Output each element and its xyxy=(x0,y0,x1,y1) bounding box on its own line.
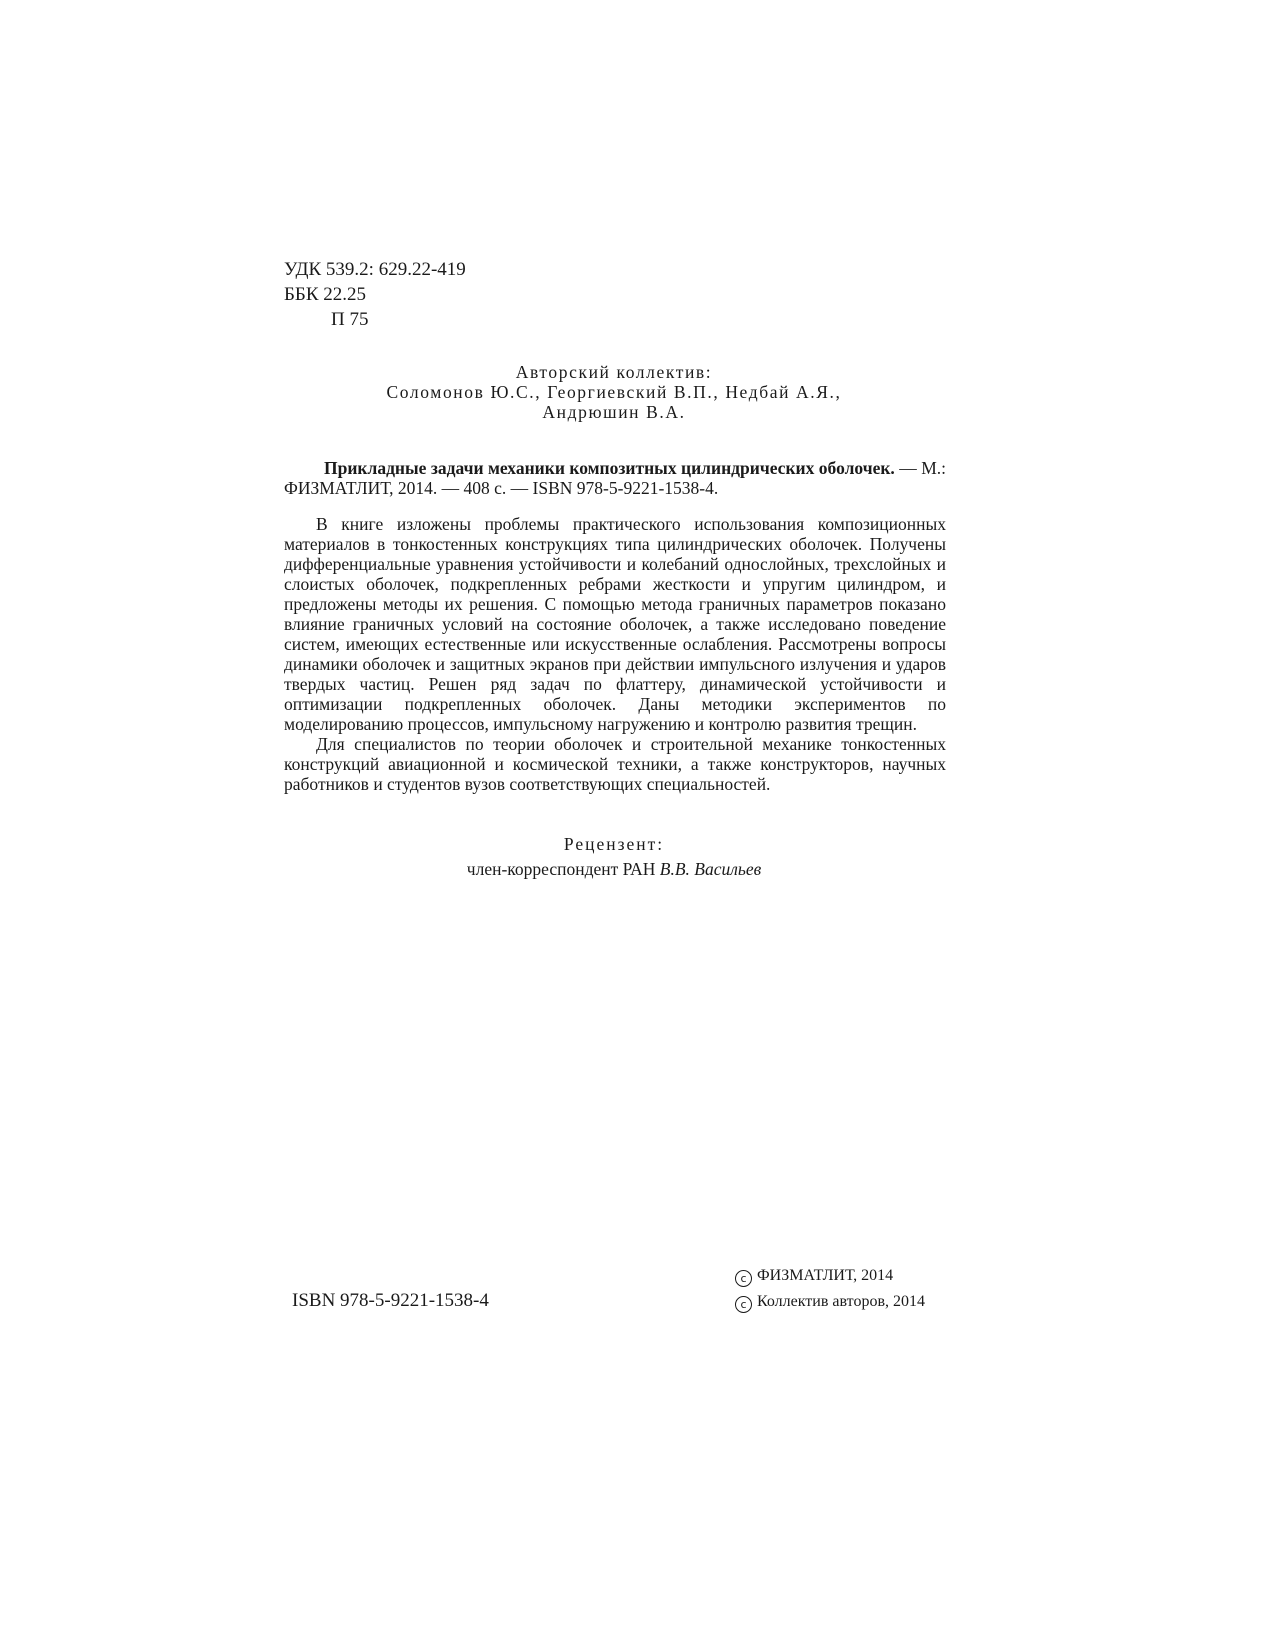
copyright-line-1 xyxy=(735,1263,925,1289)
reviewer-heading: Рецензент: xyxy=(563,834,665,854)
authors-block xyxy=(284,362,944,422)
reviewer-title: член-корреспондент РАН xyxy=(466,859,656,879)
copyright-icon: c xyxy=(735,1270,752,1287)
reviewer-name: В.В. Васильев xyxy=(659,859,762,879)
reviewer-block xyxy=(284,832,944,882)
author-mark-code: П 75 xyxy=(331,309,369,330)
book-title: Прикладные задачи механики композитных цилиндрических оболочек. xyxy=(324,458,895,478)
authors-line-1: Соломонов Ю.С., Георгиевский В.П., Недбай А.Я., xyxy=(386,382,842,402)
abstract-paragraph-1: В книге изложены проблемы практического использования композиционных материалов в тонкостенных конструкциях типа цилиндрических оболочек. Получены дифференциальные уравнения устойчивости и колебаний однослойных, трехслойных и слоистых оболочек, подкрепленных ребрами жесткости и упругим цилиндром, и предложены методы их решения. С помощью метода граничных параметров показано влияние граничных условий на состояние оболочек, а также исследовано поведение систем, имеющих естественные или искусственные ослабления. Рассмотрены вопросы динамики оболочек и защитных экранов при действии импульсного излучения и ударов твердых частиц. Решен ряд задач по флаттеру, динамической устойчивости и оптимизации подкрепленных оболочек. Даны методики экспериментов по моделированию процессов, импульсному нагружению и контролю развития трещин. xyxy=(284,514,946,734)
abstract-block xyxy=(284,514,946,794)
udk-code: УДК 539.2: 629.22-419 xyxy=(284,259,466,280)
book-imprint: — М.: ФИЗМАТЛИТ, 2014. — 408 с. — ISBN 978-5-9221-1538-4. xyxy=(284,458,947,498)
authors-heading: Авторский коллектив: xyxy=(515,362,713,382)
copyright-line-2 xyxy=(735,1289,925,1315)
bbk-code: ББК 22.25 xyxy=(284,284,366,305)
abstract-paragraph-2: Для специалистов по теории оболочек и строительной механике тонкостенных конструкций авиационной и космической техники, а также конструкторов, научных работников и студентов вузов соответствующих специальностей. xyxy=(284,734,946,794)
copyright-publisher: ФИЗМАТЛИТ, 2014 xyxy=(757,1267,894,1284)
reviewer-line xyxy=(284,857,944,882)
authors-line-2: Андрюшин В.А. xyxy=(542,402,686,422)
copyright-block xyxy=(735,1263,925,1315)
classification-block xyxy=(284,257,466,332)
copyright-authors: Коллектив авторов, 2014 xyxy=(757,1293,925,1310)
isbn-number: ISBN 978-5-9221-1538-4 xyxy=(292,1290,489,1311)
copyright-icon: c xyxy=(735,1296,752,1313)
bibliographic-entry xyxy=(284,458,946,498)
